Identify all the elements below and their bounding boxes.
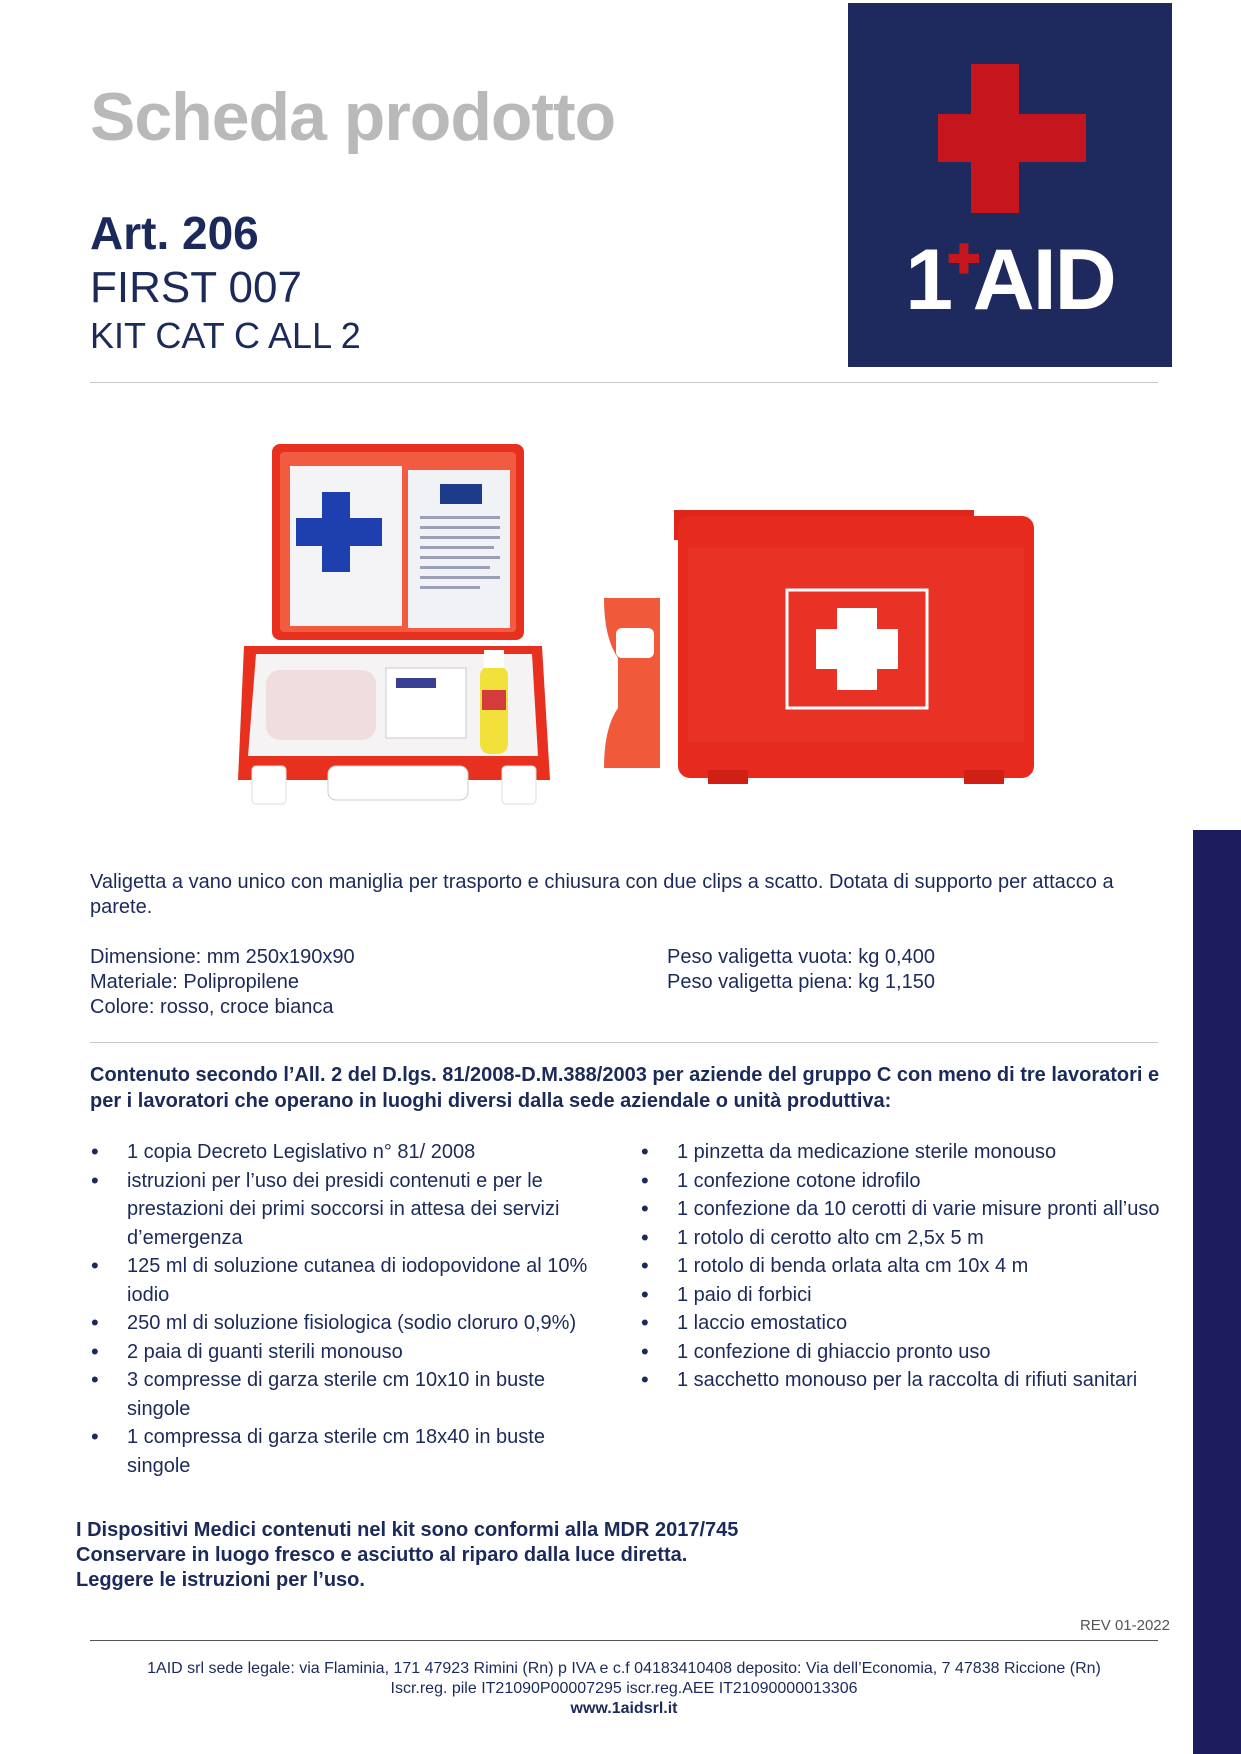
product-description: Valigetta a vano unico con maniglia per trasporto e chiusura con due clips a scatto. Dotata di supporto per attacco a parete. xyxy=(90,871,1114,918)
list-item: • istruzioni per l’uso dei presidi contenuti e per le prestazioni dei primi soccorsi in attesa dei servizi d’emergenza xyxy=(90,1167,612,1253)
list-item: • 1 pinzetta da medicazione sterile monouso xyxy=(640,1138,1180,1167)
footer xyxy=(90,1659,1158,1719)
article-code: Art. 206 xyxy=(90,207,259,259)
list-item: • 1 copia Decreto Legislativo n° 81/ 2008 xyxy=(90,1138,612,1167)
spec-empty-weight: Peso valigetta vuota: kg 0,400 xyxy=(667,946,935,968)
footer-registrations: Iscr.reg. pile IT21090P00007295 iscr.reg.AEE IT21090000013306 xyxy=(390,1680,858,1697)
open-first-aid-case-image xyxy=(236,440,556,818)
list-item: • 1 confezione di ghiaccio pronto uso xyxy=(640,1338,1180,1367)
spec-dimension: Dimensione: mm 250x190x90 xyxy=(90,946,355,968)
revision-label: REV 01-2022 xyxy=(1079,1617,1170,1634)
note-mdr: I Dispositivi Medici contenuti nel kit sono conformi alla MDR 2017/745 xyxy=(76,1519,739,1541)
list-item: • 250 ml di soluzione fisiologica (sodio cloruro 0,9%) xyxy=(90,1309,612,1338)
specs-right xyxy=(667,945,935,995)
decorative-side-stripe xyxy=(1193,830,1241,1754)
footer-website-link[interactable]: www.1aidsrl.it xyxy=(570,1700,678,1717)
product-subtitle: KIT CAT C ALL 2 xyxy=(90,315,361,356)
list-item: • 1 confezione da 10 cerotti di varie misure pronti all’uso xyxy=(640,1195,1180,1224)
contents-heading: Contenuto secondo l’All. 2 del D.lgs. 81/2008-D.M.388/2003 per aziende del gruppo C con meno di tre lavoratori e per i lavoratori che operano in luoghi diversi dalla sede aziendale o unità produttiva: xyxy=(90,1064,1160,1112)
list-item: • 2 paia di guanti sterili monouso xyxy=(90,1338,612,1367)
note-instructions: Leggere le istruzioni per l’uso. xyxy=(76,1569,365,1591)
list-item: • 1 confezione cotone idrofilo xyxy=(640,1167,1180,1196)
list-item: • 3 compresse di garza sterile cm 10x10 in buste singole xyxy=(90,1366,612,1423)
logo-cross-horizontal xyxy=(938,114,1086,162)
spec-material: Materiale: Polipropilene xyxy=(90,971,300,993)
list-item: • 1 rotolo di benda orlata alta cm 10x 4 m xyxy=(640,1252,1180,1281)
spec-color: Colore: rosso, croce bianca xyxy=(90,996,334,1018)
brand-logo xyxy=(848,3,1172,367)
list-item: • 1 laccio emostatico xyxy=(640,1309,1180,1338)
page-title: Scheda prodotto xyxy=(90,79,616,155)
list-item: • 1 compressa di garza sterile cm 18x40 in buste singole xyxy=(90,1423,612,1480)
closed-first-aid-case-image xyxy=(604,508,1034,790)
spec-full-weight: Peso valigetta piena: kg 1,150 xyxy=(667,971,935,993)
divider-middle xyxy=(90,1042,1158,1043)
note-storage: Conservare in luogo fresco e asciutto al riparo dalla luce diretta. xyxy=(76,1544,688,1566)
divider-top xyxy=(90,382,1158,383)
list-item: • 1 rotolo di cerotto alto cm 2,5x 5 m xyxy=(640,1224,1180,1253)
compliance-notes xyxy=(76,1518,738,1593)
footer-address: 1AID srl sede legale: via Flaminia, 171 47923 Rimini (Rn) p IVA e c.f 04183410408 deposito: Via dell’Economia, 7 47838 Riccione (Rn) xyxy=(147,1660,1101,1677)
list-item: • 1 sacchetto monouso per la raccolta di rifiuti sanitari xyxy=(640,1366,1180,1395)
divider-bottom xyxy=(90,1640,1158,1641)
contents-list-right xyxy=(640,1138,1180,1395)
logo-wordmark: 1✚AID xyxy=(905,232,1115,328)
list-item: • 1 paio di forbici xyxy=(640,1281,1180,1310)
list-item: • 125 ml di soluzione cutanea di iodopovidone al 10% iodio xyxy=(90,1252,612,1309)
contents-list-left xyxy=(90,1138,612,1480)
product-name: FIRST 007 xyxy=(90,263,302,312)
specs-left xyxy=(90,945,355,1020)
